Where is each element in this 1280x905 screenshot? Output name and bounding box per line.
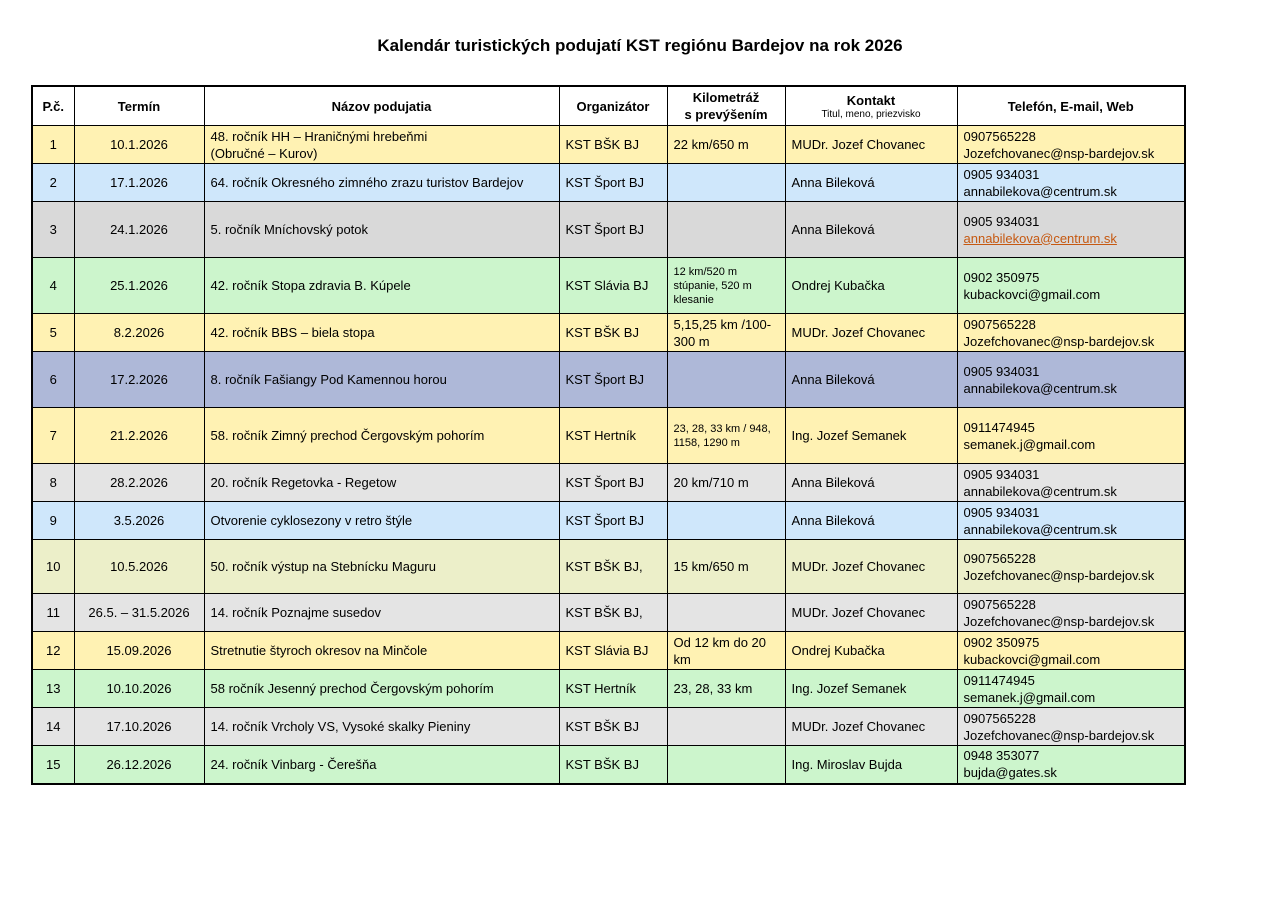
event-name: 50. ročník výstup na Stebnícku Maguru [210,559,436,574]
event-name: 42. ročník Stopa zdravia B. Kúpele [210,278,411,293]
event-name: 20. ročník Regetovka - Regetow [210,475,397,490]
phone: 0907565228 [963,128,1036,144]
email[interactable]: annabilekova@centrum.sk [963,230,1117,246]
cell-name [204,464,559,502]
email: annabilekova@centrum.sk [963,183,1117,199]
cell-contact: Ondrej Kubačka [785,258,957,314]
cell-no: 3 [32,202,74,258]
cell-name [204,352,559,408]
cell-org: KST Šport BJ [559,502,667,540]
header-km [667,86,785,126]
cell-contact: Ing. Jozef Semanek [785,670,957,708]
cell-km: 22 km/650 m [667,126,785,164]
email: Jozefchovanec@nsp-bardejov.sk [963,727,1155,743]
cell-org: KST Šport BJ [559,164,667,202]
event-name: 24. ročník Vinbarg - Čerešňa [210,756,377,772]
cell-name [204,670,559,708]
cell-no: 9 [32,502,74,540]
event-name: Otvorenie cyklosezony v retro štýle [210,513,413,528]
cell-km: 15 km/650 m [667,540,785,594]
cell-contact: MUDr. Jozef Chovanec [785,126,957,164]
table-row [32,670,1185,708]
phone: 0907565228 [963,710,1036,726]
table-row [32,202,1185,258]
table-row [32,464,1185,502]
event-name: 14. ročník Vrcholy VS, Vysoké skalky Pieniny [210,719,471,734]
cell-no: 7 [32,408,74,464]
cell-contact: Anna Bileková [785,502,957,540]
cell-no: 4 [32,258,74,314]
cell-no: 6 [32,352,74,408]
event-name: 42. ročník BBS – biela stopa [210,325,375,340]
email: Jozefchovanec@nsp-bardejov.sk [963,567,1155,583]
cell-tel [957,126,1185,164]
cell-org: KST Slávia BJ [559,632,667,670]
cell-tel [957,352,1185,408]
cell-date: 26.12.2026 [74,746,204,784]
cell-tel [957,258,1185,314]
event-name: 8. ročník Fašiangy Pod Kamennou horou [210,372,447,387]
table-row [32,408,1185,464]
header-km-line2: s prevýšením [684,107,768,122]
event-name: 14. ročník Poznajme susedov [210,605,382,620]
cell-no: 1 [32,126,74,164]
table-row [32,708,1185,746]
cell-km: 20 km/710 m [667,464,785,502]
cell-no: 11 [32,594,74,632]
cell-tel [957,540,1185,594]
header-contact [785,86,957,126]
cell-km [667,202,785,258]
cell-date: 28.2.2026 [74,464,204,502]
cell-no: 13 [32,670,74,708]
cell-date: 10.10.2026 [74,670,204,708]
email: kubackovci@gmail.com [963,651,1101,667]
cell-name [204,314,559,352]
phone: 0905 934031 [963,213,1040,229]
header-row [32,86,1185,126]
cell-name [204,164,559,202]
table-row [32,540,1185,594]
phone: 0911474945 [963,419,1035,435]
cell-km [667,746,785,784]
cell-name [204,708,559,746]
cell-contact: Ing. Jozef Semanek [785,408,957,464]
page-title: Kalendár turistických podujatí KST regiónu Bardejov na rok 2026 [377,36,903,55]
phone: 0911474945 [963,672,1035,688]
phone: 0905 934031 [963,504,1040,520]
cell-contact: MUDr. Jozef Chovanec [785,314,957,352]
table-row [32,746,1185,784]
email: Jozefchovanec@nsp-bardejov.sk [963,145,1155,161]
cell-contact: Anna Bileková [785,352,957,408]
cell-km [667,164,785,202]
cell-tel [957,708,1185,746]
cell-date: 17.1.2026 [74,164,204,202]
email: kubackovci@gmail.com [963,286,1101,302]
events-table [31,85,1186,785]
cell-km: 23, 28, 33 km [667,670,785,708]
event-name: 64. ročník Okresného zimného zrazu turistov Bardejov [210,175,524,190]
cell-tel [957,314,1185,352]
cell-contact: Anna Bileková [785,164,957,202]
cell-contact: Anna Bileková [785,464,957,502]
cell-date: 26.5. – 31.5.2026 [74,594,204,632]
event-name: Stretnutie štyroch okresov na Minčole [210,643,428,658]
table-row [32,164,1185,202]
event-name-sub: (Obručné – Kurov) [210,145,318,161]
phone: 0948 353077 [963,748,1040,764]
cell-no: 5 [32,314,74,352]
cell-km [667,502,785,540]
cell-km: Od 12 km do 20 km [667,632,785,670]
cell-org: KST Hertník [559,670,667,708]
cell-org: KST BŠK BJ [559,708,667,746]
header-org: Organizátor [559,86,667,126]
cell-km: 23, 28, 33 km / 948, 1158, 1290 m [667,408,785,464]
table-row [32,258,1185,314]
cell-org: KST BŠK BJ [559,746,667,784]
table-row [32,126,1185,164]
cell-date: 24.1.2026 [74,202,204,258]
cell-date: 3.5.2026 [74,502,204,540]
cell-org: KST Šport BJ [559,352,667,408]
cell-org: KST BŠK BJ [559,126,667,164]
cell-name [204,408,559,464]
header-contact-title: Kontakt [846,92,896,108]
cell-km: 5,15,25 km /100-300 m [667,314,785,352]
cell-km: 12 km/520 m stúpanie, 520 m klesanie [667,258,785,314]
phone: 0905 934031 [963,363,1040,379]
cell-contact: Ing. Miroslav Bujda [785,746,957,784]
phone: 0902 350975 [963,634,1040,650]
cell-contact: Ondrej Kubačka [785,632,957,670]
cell-date: 10.5.2026 [74,540,204,594]
cell-date: 21.2.2026 [74,408,204,464]
table-row [32,314,1185,352]
cell-no: 14 [32,708,74,746]
cell-contact: MUDr. Jozef Chovanec [785,708,957,746]
header-no: P.č. [32,86,74,126]
email: annabilekova@centrum.sk [963,521,1117,537]
cell-name [204,126,559,164]
phone: 0902 350975 [963,269,1040,285]
header-name: Názov podujatia [204,86,559,126]
cell-name [204,632,559,670]
phone: 0907565228 [963,596,1036,612]
cell-org: KST Šport BJ [559,202,667,258]
cell-org: KST Šport BJ [559,464,667,502]
event-name: 48. ročník HH – Hraničnými hrebeňmi [210,128,428,144]
cell-tel [957,594,1185,632]
cell-contact: MUDr. Jozef Chovanec [785,594,957,632]
cell-date: 15.09.2026 [74,632,204,670]
cell-name [204,202,559,258]
cell-no: 15 [32,746,74,784]
cell-org: KST BŠK BJ, [559,594,667,632]
cell-date: 10.1.2026 [74,126,204,164]
cell-org: KST Hertník [559,408,667,464]
cell-name [204,540,559,594]
cell-km [667,708,785,746]
table-row [32,632,1185,670]
header-km-line1: Kilometráž [692,90,760,105]
cell-name [204,258,559,314]
table-row [32,502,1185,540]
cell-tel [957,202,1185,258]
table-row [32,594,1185,632]
cell-contact: Anna Bileková [785,202,957,258]
cell-no: 2 [32,164,74,202]
phone: 0907565228 [963,550,1036,566]
header-tel: Telefón, E-mail, Web [957,86,1185,126]
email: annabilekova@centrum.sk [963,380,1117,396]
email: Jozefchovanec@nsp-bardejov.sk [963,333,1155,349]
cell-org: KST Slávia BJ [559,258,667,314]
cell-tel [957,632,1185,670]
cell-contact: MUDr. Jozef Chovanec [785,540,957,594]
cell-tel [957,464,1185,502]
email: annabilekova@centrum.sk [963,483,1117,499]
cell-tel [957,746,1185,784]
cell-date: 17.10.2026 [74,708,204,746]
table-row [32,352,1185,408]
cell-name [204,502,559,540]
email: bujda@gates.sk [963,765,1057,781]
cell-date: 8.2.2026 [74,314,204,352]
cell-org: KST BŠK BJ, [559,540,667,594]
cell-no: 12 [32,632,74,670]
cell-km [667,352,785,408]
event-name: 5. ročník Mníchovský potok [210,222,369,237]
email: Jozefchovanec@nsp-bardejov.sk [963,613,1155,629]
cell-name [204,746,559,784]
phone: 0905 934031 [963,166,1040,182]
cell-date: 17.2.2026 [74,352,204,408]
email: semanek.j@gmail.com [963,436,1096,452]
cell-org: KST BŠK BJ [559,314,667,352]
cell-km [667,594,785,632]
cell-tel [957,670,1185,708]
cell-no: 10 [32,540,74,594]
cell-tel [957,502,1185,540]
cell-tel [957,408,1185,464]
header-date: Termín [74,86,204,126]
event-name: 58. ročník Zimný prechod Čergovským pohorím [210,428,485,443]
phone: 0905 934031 [963,466,1040,482]
phone: 0907565228 [963,316,1036,332]
email: semanek.j@gmail.com [963,689,1096,705]
cell-tel [957,164,1185,202]
cell-no: 8 [32,464,74,502]
event-name: 58 ročník Jesenný prechod Čergovským pohorím [210,681,494,696]
cell-date: 25.1.2026 [74,258,204,314]
header-contact-sub: Titul, meno, priezvisko [821,108,921,120]
cell-name [204,594,559,632]
